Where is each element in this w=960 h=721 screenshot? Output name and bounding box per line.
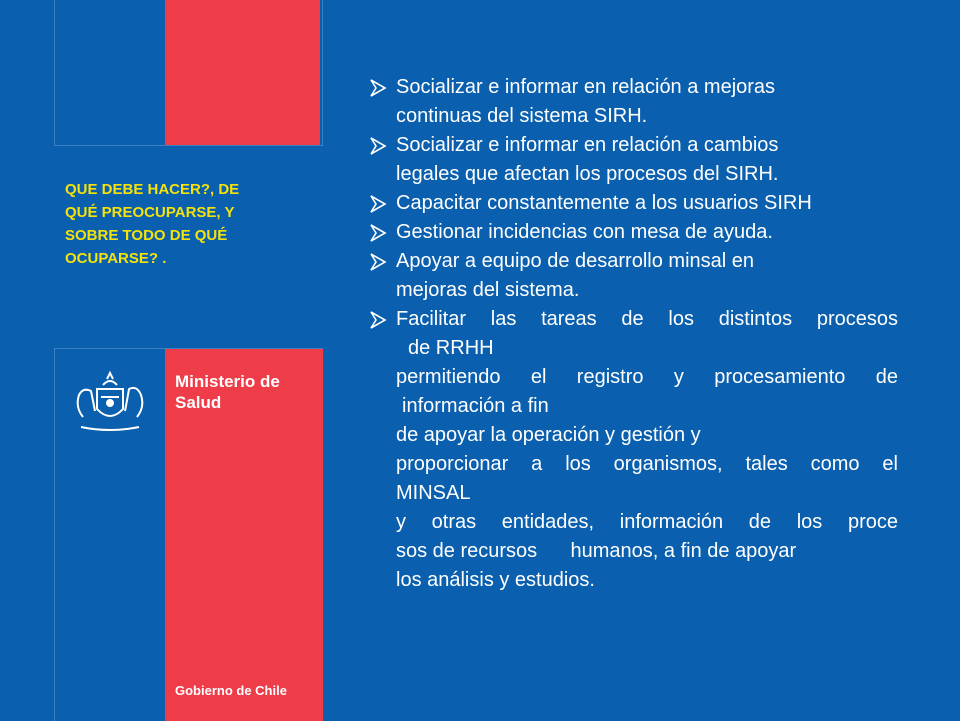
paragraph-line: información a fin [402,395,549,417]
government-logo [54,348,323,721]
ministry-line: Salud [175,393,222,412]
main-content [368,73,898,595]
ministry-line: Ministerio de [175,372,280,391]
ministry-name [175,371,320,413]
left-divider [54,0,55,145]
paragraph-line: sos de recursos humanos, a fin de apoyar [396,540,797,562]
arrow-bullet-icon [368,305,390,334]
bullet-text: Socializar e informar en relación a mejoras [396,76,776,98]
bullet-text: legales que afectan los procesos del SIRH. [396,163,779,185]
paragraph-line: los análisis y estudios. [396,569,595,591]
arrow-bullet-icon [368,189,390,218]
arrow-bullet-icon [368,218,390,247]
government-name: Gobierno de Chile [175,683,287,698]
bullet-item [368,218,898,247]
arrow-bullet-icon [368,73,390,102]
arrow-bullet-icon [368,131,390,160]
bullet-text: Gestionar incidencias con mesa de ayuda. [396,221,773,243]
bullet-text: mejoras del sistema. [396,279,580,301]
question-heading [65,178,305,270]
paragraph-line: permitiendo el registro y procesamiento de [396,366,898,388]
question-line: OCUPARSE? . [65,250,167,267]
question-line: QUÉ PREOCUPARSE, Y [65,204,235,221]
bullet-text: Facilitar las tareas de los distintos procesos [396,308,898,330]
logo-blue-panel [55,349,165,721]
paragraph-line: MINSAL [396,482,471,504]
top-red-bar [165,0,320,145]
paragraph-line: y otras entidades, información de los proce [396,511,898,533]
bullet-item [368,305,898,363]
arrow-bullet-icon [368,247,390,276]
question-line: QUE DEBE HACER?, DE [65,181,240,198]
bullet-text: Apoyar a equipo de desarrollo minsal en [396,250,754,272]
question-line: SOBRE TODO DE QUÉ [65,227,228,244]
bullet-text: Capacitar constantemente a los usuarios SIRH [396,192,812,214]
bullet-text: Socializar e informar en relación a cambios [396,134,779,156]
bullet-text: continuas del sistema SIRH. [396,105,648,127]
paragraph-line: de apoyar la operación y gestión y [396,424,701,446]
paragraph-line: proporcionar a los organismos, tales como el [396,453,898,475]
bullet-item [368,131,898,189]
logo-red-panel [165,349,323,721]
coat-of-arms-icon [67,367,153,439]
bullet-item [368,247,898,305]
bullet-item [368,189,898,218]
bullet-item [368,73,898,131]
bullet-text: de RRHH [408,337,494,359]
